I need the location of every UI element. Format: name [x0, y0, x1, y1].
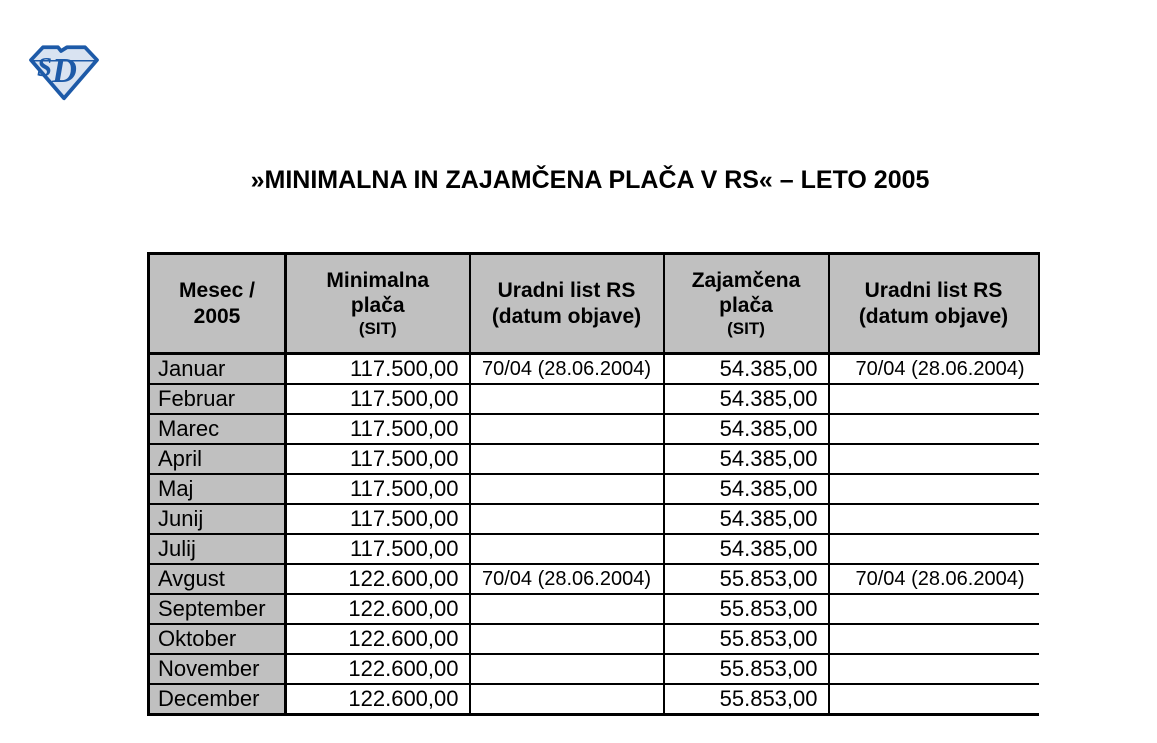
- min-wage-gazette-cell: 70/04 (28.06.2004): [470, 564, 664, 594]
- month-cell: Junij: [149, 504, 286, 534]
- min-wage-cell: 117.500,00: [286, 414, 470, 444]
- min-wage-cell: 117.500,00: [286, 474, 470, 504]
- header-min-wage-line1: Minimalna: [326, 268, 430, 292]
- header-guaranteed-wage: [664, 254, 829, 354]
- guaranteed-wage-gazette-cell: [829, 654, 1039, 684]
- page-title: »MINIMALNA IN ZAJAMČENA PLAČA V RS« – LETO 2005: [250, 166, 930, 194]
- min-wage-cell: 122.600,00: [286, 654, 470, 684]
- header-month-line1: Mesec /: [179, 278, 255, 302]
- min-wage-gazette-cell: [470, 534, 664, 564]
- guaranteed-wage-cell: 55.853,00: [664, 564, 829, 594]
- min-wage-cell: 117.500,00: [286, 384, 470, 414]
- guaranteed-wage-gazette-cell: [829, 684, 1039, 715]
- month-cell: Avgust: [149, 564, 286, 594]
- logo-letter-s: S: [37, 51, 53, 82]
- month-cell: Oktober: [149, 624, 286, 654]
- min-wage-gazette-cell: 70/04 (28.06.2004): [470, 354, 664, 385]
- guaranteed-wage-cell: 54.385,00: [664, 354, 829, 385]
- guaranteed-wage-gazette-cell: [829, 624, 1039, 654]
- guaranteed-wage-cell: 54.385,00: [664, 504, 829, 534]
- table-row: [149, 654, 1039, 684]
- guaranteed-wage-gazette-cell: [829, 474, 1039, 504]
- guaranteed-wage-cell: 55.853,00: [664, 624, 829, 654]
- min-wage-gazette-cell: [470, 504, 664, 534]
- header-min-gazette: [470, 254, 664, 354]
- min-wage-gazette-cell: [470, 594, 664, 624]
- guaranteed-wage-gazette-cell: [829, 534, 1039, 564]
- guaranteed-wage-gazette-cell: 70/04 (28.06.2004): [829, 564, 1039, 594]
- header-min-wage-unit: (SIT): [358, 318, 397, 338]
- header-guaranteed-wage-line1: Zajamčena: [691, 268, 801, 292]
- month-cell: Julij: [149, 534, 286, 564]
- header-min-wage-line2: plača: [350, 294, 405, 318]
- min-wage-gazette-cell: [470, 654, 664, 684]
- min-wage-gazette-cell: [470, 384, 664, 414]
- guaranteed-wage-gazette-cell: [829, 504, 1039, 534]
- table-row: [149, 564, 1039, 594]
- table-row: [149, 474, 1039, 504]
- guaranteed-wage-gazette-cell: [829, 594, 1039, 624]
- table-row: [149, 534, 1039, 564]
- min-wage-gazette-cell: [470, 684, 664, 715]
- table-row: [149, 444, 1039, 474]
- table-header-row: [149, 254, 1039, 354]
- salary-table: [147, 252, 1040, 716]
- month-cell: December: [149, 684, 286, 715]
- min-wage-cell: 117.500,00: [286, 534, 470, 564]
- guaranteed-wage-cell: 55.853,00: [664, 654, 829, 684]
- min-wage-cell: 117.500,00: [286, 444, 470, 474]
- guaranteed-wage-gazette-cell: [829, 444, 1039, 474]
- header-guaranteed-wage-unit: (SIT): [727, 318, 765, 338]
- min-wage-gazette-cell: [470, 624, 664, 654]
- guaranteed-wage-gazette-cell: 70/04 (28.06.2004): [829, 354, 1039, 385]
- min-wage-gazette-cell: [470, 444, 664, 474]
- header-min-gazette-line2: (datum objave): [491, 304, 642, 328]
- header-guaranteed-gazette-line1: Uradni list RS: [864, 278, 1003, 302]
- sd-logo-icon: [26, 42, 102, 102]
- min-wage-cell: 122.600,00: [286, 564, 470, 594]
- header-guaranteed-wage-line2: plača: [719, 294, 773, 318]
- guaranteed-wage-cell: 54.385,00: [664, 444, 829, 474]
- min-wage-cell: 122.600,00: [286, 594, 470, 624]
- month-cell: Februar: [149, 384, 286, 414]
- min-wage-cell: 122.600,00: [286, 624, 470, 654]
- min-wage-cell: 117.500,00: [286, 504, 470, 534]
- month-cell: Maj: [149, 474, 286, 504]
- guaranteed-wage-cell: 54.385,00: [664, 474, 829, 504]
- guaranteed-wage-cell: 55.853,00: [664, 684, 829, 715]
- table-row: [149, 684, 1039, 715]
- header-month-line2: 2005: [193, 304, 241, 328]
- month-cell: September: [149, 594, 286, 624]
- table-body: [149, 354, 1039, 715]
- header-min-gazette-line1: Uradni list RS: [497, 278, 636, 302]
- month-cell: Januar: [149, 354, 286, 385]
- header-month: [149, 254, 286, 354]
- table-row: [149, 384, 1039, 414]
- table-row: [149, 414, 1039, 444]
- guaranteed-wage-gazette-cell: [829, 414, 1039, 444]
- header-guaranteed-gazette-line2: (datum objave): [858, 304, 1009, 328]
- table-header: [149, 254, 1039, 354]
- guaranteed-wage-cell: 54.385,00: [664, 414, 829, 444]
- month-cell: November: [149, 654, 286, 684]
- min-wage-cell: 117.500,00: [286, 354, 470, 385]
- logo-letter-d: D: [52, 51, 77, 90]
- min-wage-gazette-cell: [470, 414, 664, 444]
- guaranteed-wage-cell: 54.385,00: [664, 534, 829, 564]
- guaranteed-wage-gazette-cell: [829, 384, 1039, 414]
- min-wage-cell: 122.600,00: [286, 684, 470, 715]
- month-cell: April: [149, 444, 286, 474]
- table-row: [149, 624, 1039, 654]
- header-guaranteed-gazette: [829, 254, 1039, 354]
- table-row: [149, 354, 1039, 385]
- header-min-wage: [286, 254, 470, 354]
- table-row: [149, 594, 1039, 624]
- min-wage-gazette-cell: [470, 474, 664, 504]
- month-cell: Marec: [149, 414, 286, 444]
- guaranteed-wage-cell: 54.385,00: [664, 384, 829, 414]
- guaranteed-wage-cell: 55.853,00: [664, 594, 829, 624]
- table-row: [149, 504, 1039, 534]
